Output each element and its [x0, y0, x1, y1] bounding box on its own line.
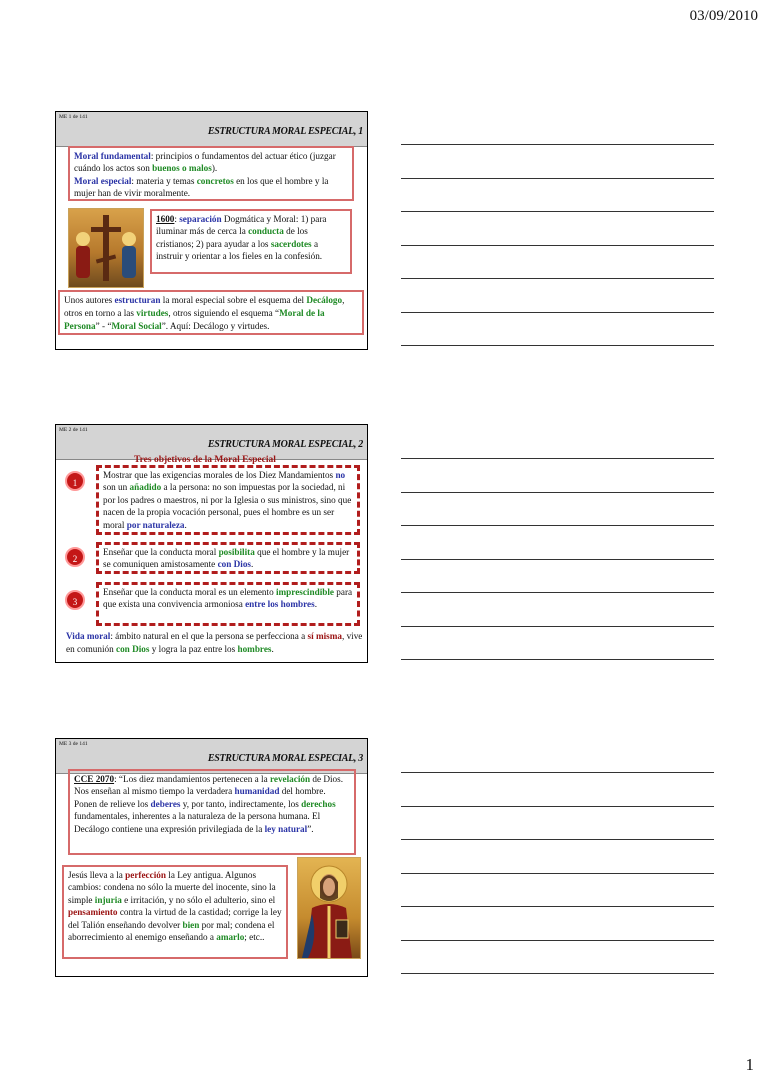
text-highlight: con Dios	[217, 559, 251, 570]
text: , vive en comunión	[66, 631, 363, 654]
text: y logra la paz entre los	[149, 644, 238, 654]
crucifixion-icon	[69, 209, 143, 287]
text: Jesús lleva a la	[68, 870, 126, 880]
slide-number: ME 1 de 141	[59, 114, 88, 120]
text: Unos autores	[64, 295, 115, 305]
text-highlight: concretos	[196, 175, 234, 186]
text: Dogmática y Moral: 1) para iluminar más de cerca la	[156, 214, 327, 237]
moral-especial-term: Moral especial	[74, 175, 132, 186]
page-number: 1	[745, 1055, 754, 1074]
text: : materia y temas	[131, 175, 197, 186]
slide-2	[55, 424, 368, 663]
text-highlight: sí misma	[307, 631, 342, 641]
date-header: 03/09/2010	[689, 8, 758, 24]
slide-number: ME 3 de 141	[59, 741, 88, 747]
slide-1	[55, 111, 368, 350]
text: .	[314, 599, 317, 610]
text: ).	[211, 163, 218, 174]
text: en los que el hombre y la mujer han de vivir moralmente.	[74, 175, 329, 199]
objective-1-box	[96, 465, 360, 535]
moral-fundamental-term: Moral fundamental	[74, 151, 151, 161]
text: : principios o fundamentos del actuar ético (juzgar cuándo los actos son	[74, 151, 336, 174]
text: .	[251, 559, 254, 570]
text-highlight: Decálogo	[306, 295, 343, 305]
text-highlight: pensamiento	[68, 907, 118, 918]
text: contra la virtud de la castidad; corrige la ley del Talión enseñando devolver	[68, 907, 282, 930]
slide-number: ME 2 de 141	[59, 427, 88, 433]
text-highlight: separación	[179, 214, 222, 224]
text: e irritación, y no sólo el adulterio, sino el	[121, 894, 276, 905]
slide-3	[55, 738, 368, 977]
text: de los cristianos; 2) para ayudar a los	[156, 226, 308, 249]
text: por mal; condena el aborrecimiento al enemigo enseñando a	[68, 919, 275, 943]
item-number-1: 1	[65, 471, 85, 491]
christ-pantocrator-icon-image	[297, 857, 361, 959]
text-highlight: amarlo	[216, 932, 245, 943]
text: ”.	[307, 823, 314, 834]
text: : ámbito natural en el que la persona se perfecciona a	[110, 631, 308, 641]
slide-title: ESTRUCTURA MORAL ESPECIAL, 3	[207, 753, 363, 764]
text-highlight: humanidad	[234, 786, 280, 797]
text-highlight: añadido	[129, 482, 162, 493]
item-number-3: 3	[65, 590, 85, 610]
text-highlight: derechos	[301, 798, 336, 809]
text: que el hombre y la mujer se comuniquen amistosamente	[103, 547, 350, 570]
authors-box	[58, 290, 364, 335]
separation-box	[150, 209, 352, 274]
crucifixion-icon-image	[68, 208, 144, 288]
text-highlight: Moral de la Persona	[64, 308, 325, 331]
text-highlight: imprescindible	[275, 587, 334, 597]
text: Enseñar que la conducta moral es un elemento	[103, 587, 276, 597]
text-highlight: Vida moral	[66, 631, 111, 641]
text: : “Los diez mandamientos pertenecen a la	[114, 774, 270, 784]
cce-quote-box	[68, 769, 356, 855]
text-highlight: sacerdotes	[270, 238, 312, 249]
christ-icon	[298, 858, 360, 958]
text: y, por tanto, indirectamente, los	[180, 798, 302, 809]
text-highlight: deberes	[150, 798, 181, 809]
text-highlight: conducta	[248, 226, 284, 237]
text-highlight: virtudes	[136, 308, 169, 318]
text-highlight: perfección	[125, 870, 166, 880]
slide-subtitle: Tres objetivos de la Moral Especial	[134, 455, 276, 465]
item-number-2: 2	[65, 547, 85, 567]
cce-reference: CCE 2070	[74, 774, 115, 784]
definitions-box	[68, 146, 354, 201]
text: , otros en torno a las	[64, 295, 345, 318]
text: para que exista una convivencia armoniosa	[103, 587, 353, 610]
text-highlight: entre los hombres	[245, 599, 315, 610]
text-highlight: estructuran	[114, 295, 161, 305]
text-highlight: con Dios	[116, 644, 150, 654]
text: a instruir y orientar a los fieles en la confesión.	[156, 238, 323, 262]
text: fundamentales, inherentes a la naturaleza de la persona humana. El Decálogo contiene una expresión privilegiada de la	[74, 811, 321, 834]
text: la Ley antigua. Algunos cambios: condena no sólo la muerte del inocente, sino la simple	[68, 870, 276, 905]
objective-3-box	[96, 582, 360, 626]
text-highlight: revelación	[269, 774, 311, 784]
text-highlight: injuria	[94, 894, 122, 905]
text: Mostrar que las exigencias morales de los Diez Mandamientos	[103, 470, 336, 480]
text-highlight: ley natural	[264, 823, 308, 834]
text-highlight: Moral Social	[111, 321, 162, 331]
text: a la persona: no son impuestas por la sociedad, ni por los padres o maestros, ni por la Iglesia o sus ministros, sino que nacen de la propia vocación personal, pues el hombre es un ser moral	[103, 482, 352, 530]
slide-title: ESTRUCTURA MORAL ESPECIAL, 1	[207, 126, 363, 137]
text: .	[271, 644, 274, 654]
text-highlight: no	[335, 470, 346, 480]
text-highlight: posibilita	[218, 547, 255, 557]
text-highlight: por naturaleza	[126, 519, 185, 530]
text-highlight: hombres	[237, 644, 272, 654]
jesus-law-box	[62, 865, 288, 959]
objective-2-box	[96, 542, 360, 574]
text-highlight: bien	[182, 919, 200, 930]
text: ; etc..	[244, 932, 265, 943]
text: del hombre. Ponen de relieve los	[74, 786, 326, 809]
text: ” - “	[95, 321, 112, 331]
text: son un	[103, 482, 130, 493]
text: Enseñar que la conducta moral	[103, 547, 219, 557]
slide-title: ESTRUCTURA MORAL ESPECIAL, 2	[207, 439, 363, 450]
slide-header	[56, 112, 367, 147]
text: , otros siguiendo el esquema “	[168, 308, 280, 318]
text: .	[184, 519, 187, 530]
text: la moral especial sobre el esquema del	[160, 295, 307, 305]
text-highlight: buenos o malos	[152, 163, 212, 174]
text: :	[174, 214, 180, 224]
year-term: 1600	[156, 214, 175, 224]
text: de Dios. Nos enseñan al mismo tiempo la verdadera	[74, 774, 344, 797]
text: ”. Aquí: Decálogo y virtudes.	[161, 321, 270, 331]
moral-life-note	[66, 630, 364, 656]
